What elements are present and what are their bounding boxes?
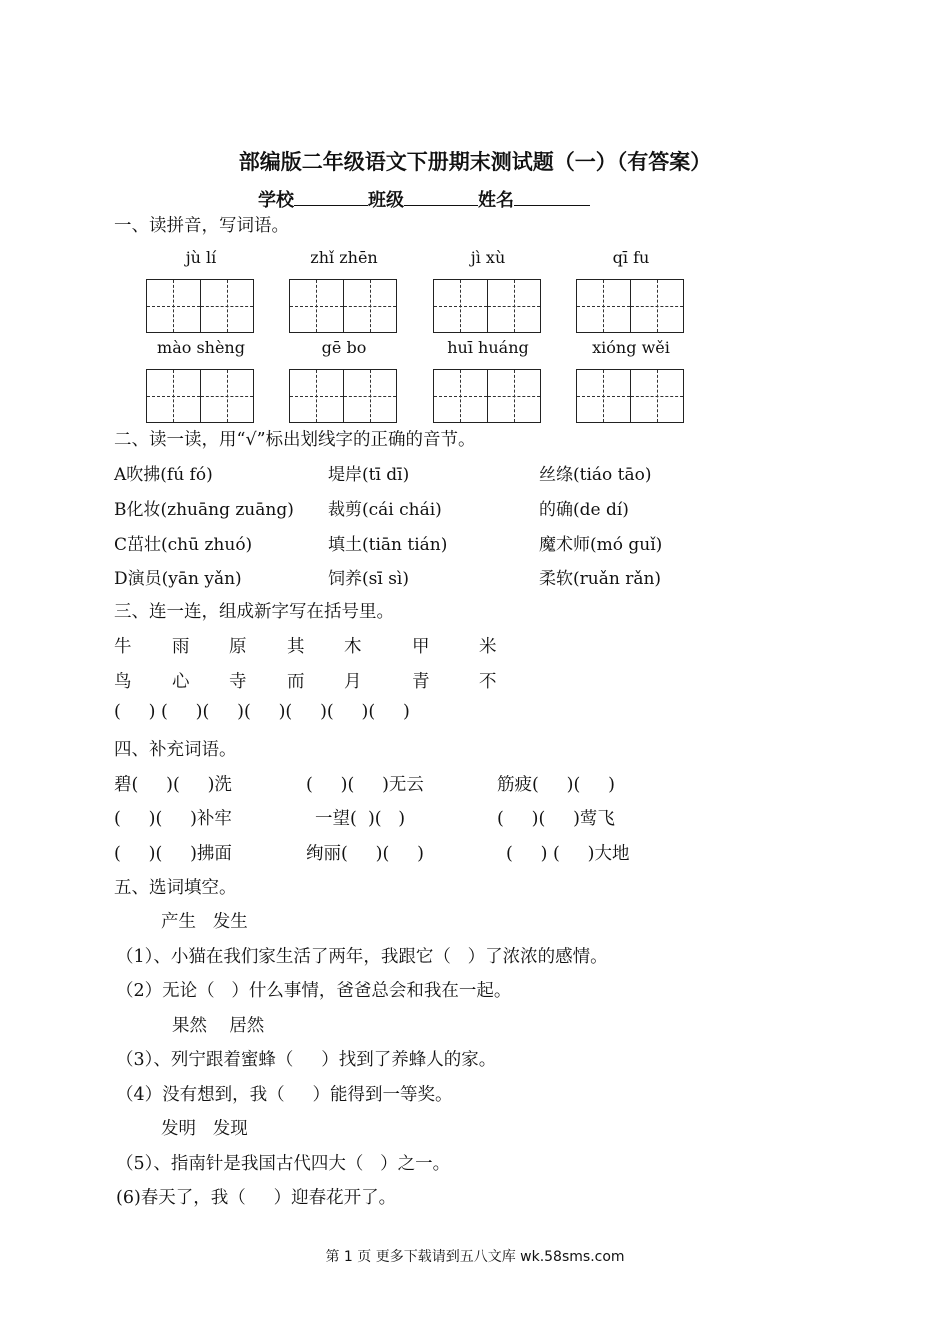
idiom-blank[interactable]: ( )( )拂面	[114, 844, 232, 864]
char-item: 心	[172, 672, 190, 692]
char-item: 原	[229, 637, 247, 657]
idiom-blank[interactable]: 绚丽( )( )	[306, 844, 424, 864]
idiom-blank[interactable]: ( )( )无云	[306, 775, 424, 795]
fill-question[interactable]: (6)春天了，我（ ）迎春花开了。	[116, 1188, 397, 1208]
char-item: 不	[479, 672, 497, 692]
writing-grid[interactable]	[433, 369, 541, 423]
char-item: 鸟	[114, 672, 132, 692]
idiom-blank[interactable]: ( )( )莺飞	[497, 809, 615, 829]
pronunciation-item: A吹拂(fú fó)	[114, 465, 213, 485]
section4-heading: 四、补充词语。	[114, 740, 237, 760]
section5-heading: 五、选词填空。	[114, 878, 237, 898]
fill-question[interactable]: （4）没有想到，我（ ）能得到一等奖。	[116, 1085, 453, 1105]
pronunciation-item: 饲养(sī sì)	[328, 569, 409, 589]
fill-question[interactable]: （3）、列宁跟着蜜蜂（ ）找到了养蜂人的家。	[116, 1050, 497, 1070]
answer-brackets[interactable]: ( ) ( )( )( )( )( )( )	[114, 702, 410, 722]
char-item: 青	[412, 672, 430, 692]
writing-grid[interactable]	[576, 279, 684, 333]
school-label: 学校	[258, 190, 294, 211]
char-item: 而	[287, 672, 305, 692]
char-item: 雨	[172, 637, 190, 657]
char-item: 月	[344, 672, 362, 692]
char-item: 甲	[412, 637, 430, 657]
pronunciation-item: 柔软(ruǎn rǎn)	[539, 569, 662, 589]
name-blank[interactable]	[514, 187, 590, 206]
char-item: 寺	[229, 672, 247, 692]
name-label: 姓名	[478, 190, 514, 211]
writing-grid[interactable]	[146, 369, 254, 423]
fill-question[interactable]: （1）、小猫在我们家生活了两年，我跟它（ ）了浓浓的感情。	[116, 947, 608, 967]
writing-grid[interactable]	[433, 279, 541, 333]
pinyin-item: jì xù	[470, 248, 506, 267]
char-item: 木	[344, 637, 362, 657]
fill-question[interactable]: （5）、指南针是我国古代四大（ ）之一。	[116, 1154, 451, 1174]
writing-grid[interactable]	[146, 279, 254, 333]
char-item: 米	[479, 637, 497, 657]
pinyin-item: huī huáng	[447, 338, 529, 357]
school-blank[interactable]	[294, 187, 368, 206]
word-choices: 产生 发生	[161, 912, 248, 932]
idiom-blank[interactable]: 一望( )( )	[315, 809, 406, 829]
pronunciation-item: 丝绦(tiáo tāo)	[539, 465, 652, 485]
word-choices: 果然 居然	[172, 1016, 265, 1036]
pinyin-item: xióng wěi	[592, 338, 670, 357]
idiom-blank[interactable]: 筋疲( )( )	[497, 775, 615, 795]
section2-heading: 二、读一读，用“√”标出划线字的正确的音节。	[114, 430, 476, 450]
section3-heading: 三、连一连，组成新字写在括号里。	[114, 602, 394, 622]
pinyin-item: mào shèng	[157, 338, 245, 357]
char-item: 其	[287, 637, 305, 657]
idiom-blank[interactable]: ( ) ( )大地	[506, 844, 630, 864]
char-item: 牛	[114, 637, 132, 657]
page-title: 部编版二年级语文下册期末测试题（一）（有答案）	[238, 149, 712, 174]
idiom-blank[interactable]: ( )( )补牢	[114, 809, 232, 829]
page-footer: 第 1 页 更多下载请到五八文库 wk.58sms.com	[325, 1249, 625, 1265]
pronunciation-item: C茁壮(chū zhuó)	[114, 535, 253, 555]
pronunciation-item: B化妆(zhuāng zuāng)	[114, 500, 294, 520]
writing-grid[interactable]	[289, 279, 397, 333]
pronunciation-item: 填土(tiān tián)	[328, 535, 448, 555]
section1-heading: 一、读拼音，写词语。	[114, 216, 289, 236]
word-choices: 发明 发现	[161, 1119, 248, 1139]
writing-grid[interactable]	[289, 369, 397, 423]
idiom-blank[interactable]: 碧( )( )洗	[114, 775, 232, 795]
class-blank[interactable]	[404, 187, 478, 206]
writing-grid[interactable]	[576, 369, 684, 423]
pronunciation-item: 的确(de dí)	[539, 500, 629, 520]
student-info-fields	[258, 186, 590, 212]
pinyin-item: zhǐ zhēn	[310, 248, 378, 267]
class-label: 班级	[368, 190, 404, 211]
pronunciation-item: 魔术师(mó guǐ)	[539, 535, 663, 555]
pronunciation-item: 堤岸(tī dī)	[328, 465, 410, 485]
pinyin-item: jù lí	[185, 248, 217, 267]
fill-question[interactable]: （2）无论（ ）什么事情，爸爸总会和我在一起。	[116, 981, 512, 1001]
pronunciation-item: 裁剪(cái chái)	[328, 500, 442, 520]
pronunciation-item: D演员(yān yǎn)	[114, 569, 242, 589]
pinyin-item: qī fu	[612, 248, 650, 267]
pinyin-item: gē bo	[321, 338, 367, 357]
